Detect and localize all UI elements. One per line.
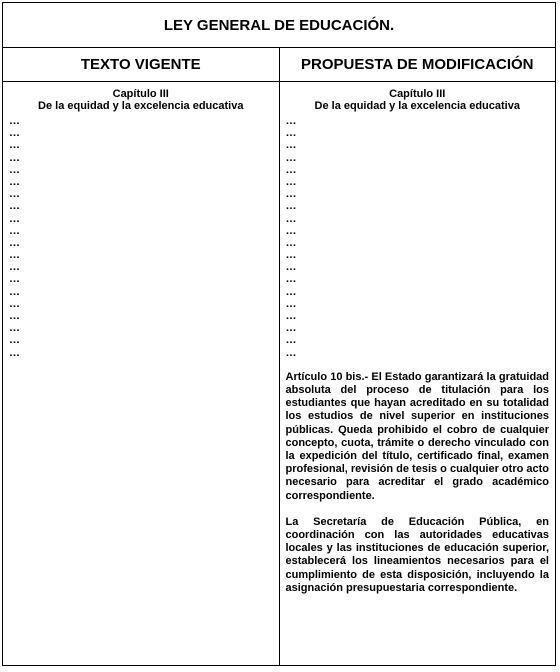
ellipsis-line: … xyxy=(9,127,20,140)
right-chapter-title: De la equidad y la excelencia educativa xyxy=(314,100,520,112)
ellipsis-line: … xyxy=(285,224,297,237)
ellipsis-line: … xyxy=(9,310,20,322)
ellipsis-line: … xyxy=(9,236,20,249)
ellipsis-line: … xyxy=(285,346,297,359)
ellipsis-line: … xyxy=(285,151,297,164)
comparison-table xyxy=(2,2,556,666)
ellipsis-line: … xyxy=(9,224,20,237)
ellipsis-line: … xyxy=(9,188,20,201)
ellipsis-line: … xyxy=(9,115,20,127)
ellipsis-line: … xyxy=(285,236,297,249)
right-column xyxy=(280,82,556,665)
ellipsis-line: … xyxy=(9,200,20,213)
ellipsis-line: … xyxy=(285,163,297,176)
ellipsis-line: … xyxy=(285,200,297,213)
ellipsis-line: … xyxy=(285,212,297,225)
ellipsis-line: … xyxy=(9,346,20,359)
ellipsis-line: … xyxy=(9,151,20,164)
ellipsis-line: … xyxy=(285,127,297,140)
ellipsis-line: … xyxy=(285,334,297,347)
ellipsis-line: … xyxy=(285,322,297,335)
right-ellipsis-list xyxy=(286,115,550,359)
ellipsis-line: … xyxy=(285,273,297,286)
ellipsis-line: … xyxy=(285,188,297,201)
ellipsis-line: … xyxy=(9,297,20,310)
right-chapter-number: Capítulo III xyxy=(389,88,446,100)
ellipsis-line: … xyxy=(9,163,20,176)
left-ellipsis-list xyxy=(9,115,273,359)
ellipsis-line: … xyxy=(285,249,297,262)
ellipsis-line: … xyxy=(9,273,20,286)
ellipsis-line: … xyxy=(9,249,20,262)
content-row xyxy=(3,82,555,665)
ellipsis-line: … xyxy=(285,115,297,127)
ellipsis-line: … xyxy=(285,310,297,322)
ellipsis-line: … xyxy=(9,322,20,335)
ellipsis-line: … xyxy=(285,175,297,188)
ellipsis-line: … xyxy=(9,334,20,347)
header-propuesta: PROPUESTA DE MODIFICACIÓN xyxy=(300,56,534,73)
ellipsis-line: … xyxy=(9,285,20,298)
left-chapter-number: Capítulo III xyxy=(112,88,169,100)
ellipsis-line: … xyxy=(9,139,20,152)
secretaria-paragraph: La Secretaría de Educación Pública, en coordinación con las autoridades educativas locales y las instituciones de educación superior, establecerá los lineamientos necesarios para el cumplimiento de esta disposición, incluyendo la asignación presupuestaria correspondiente. xyxy=(285,515,549,594)
ellipsis-line: … xyxy=(285,297,297,310)
ellipsis-line: … xyxy=(9,261,20,274)
column-header-row xyxy=(3,48,555,82)
article-paragraph: Artículo 10 bis.- El Estado garantizará la gratuidad absoluta del proceso de titulación para los estudiantes que hayan acreditado en su totalidad los estudios de nivel superior en instituciones públicas. Queda prohibido el cobro de cualquier concepto, cuota, trámite o derecho vinculado con la expedición del título, certificado final, examen profesional, revisión de tesis o cualquier otro acto necesario para acreditar el grado académico correspondiente. xyxy=(285,370,549,502)
document-title: LEY GENERAL DE EDUCACIÓN. xyxy=(3,3,555,48)
ellipsis-line: … xyxy=(9,212,20,225)
ellipsis-line: … xyxy=(9,175,20,188)
ellipsis-line: … xyxy=(285,261,297,274)
left-chapter-title: De la equidad y la excelencia educativa xyxy=(38,100,244,112)
ellipsis-line: … xyxy=(285,139,297,152)
ellipsis-line: … xyxy=(285,285,297,298)
header-texto-vigente: TEXTO VIGENTE xyxy=(3,48,280,81)
left-column xyxy=(3,82,280,665)
